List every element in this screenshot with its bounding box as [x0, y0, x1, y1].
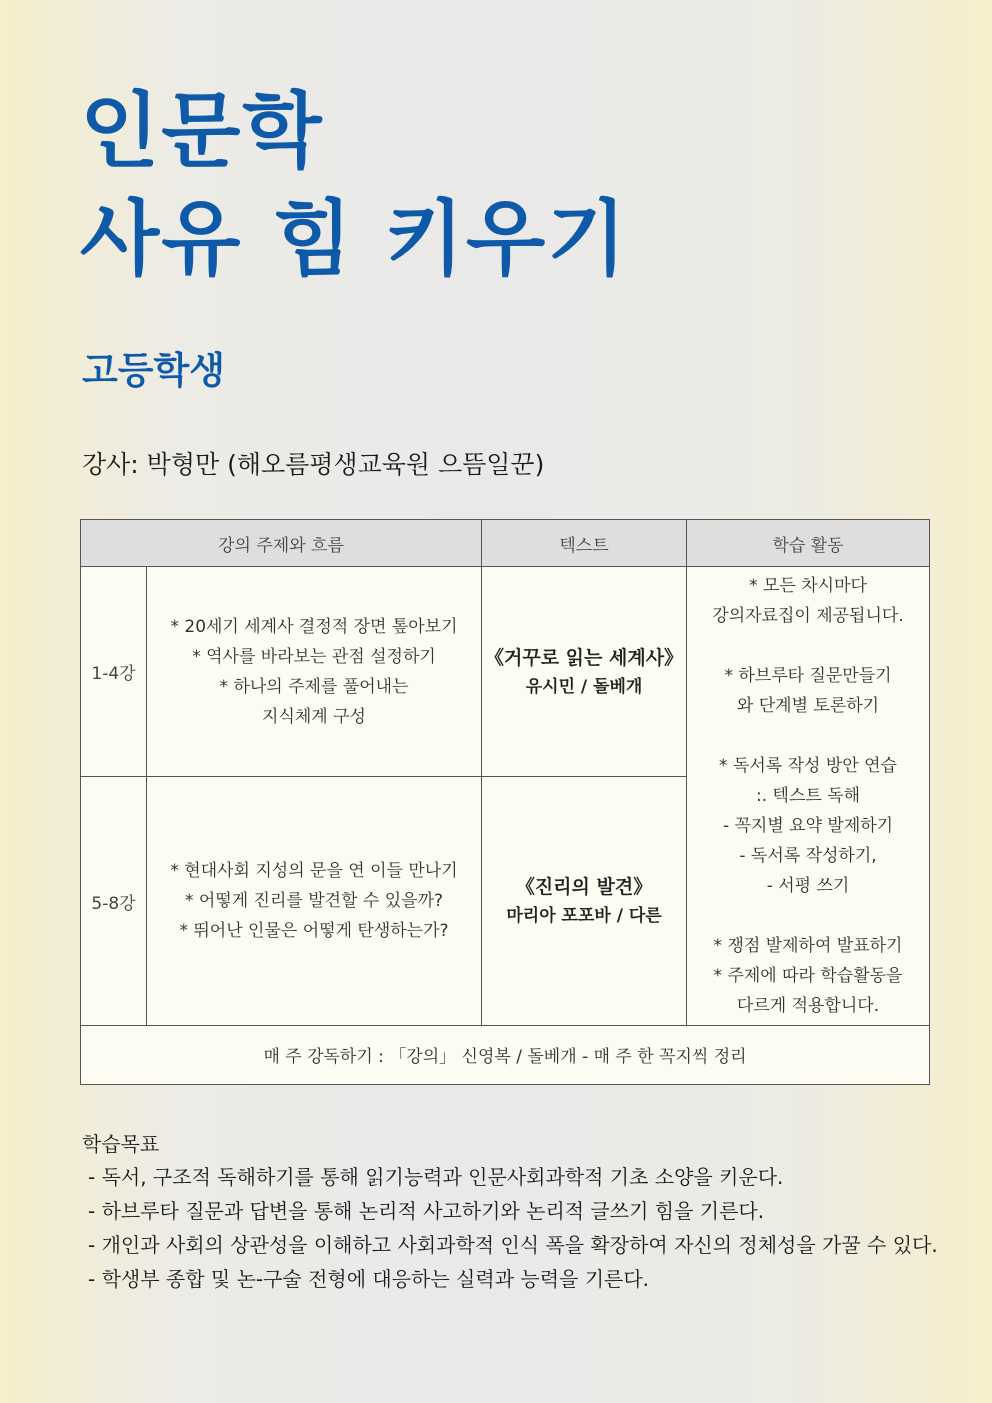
book-author: 유시민 / 돌베개: [525, 676, 643, 697]
topic-line: * 뛰어난 인물은 어떻게 탄생하는가?: [179, 921, 449, 942]
book-title: 《진리의 발견》: [515, 876, 653, 899]
activity-line: * 모든 차시마다: [749, 575, 867, 596]
title-line-2: 사유 힘 키우기: [80, 192, 629, 287]
curriculum-table: [80, 519, 930, 1085]
activity-spacer: [687, 721, 929, 751]
session-label: 5-8강: [81, 777, 147, 1025]
activity-spacer: [687, 901, 929, 931]
goal-item: - 독서, 구조적 독해하기를 통해 읽기능력과 인문사회과학적 기초 소양을 키운다.: [88, 1165, 784, 1189]
table-footer-row: [81, 1025, 930, 1084]
activity-line: * 주제에 따라 학습활동을: [713, 965, 903, 986]
table-header-row: [81, 520, 930, 567]
goal-item: - 하브루타 질문과 답변을 통해 논리적 사고하기와 논리적 글쓰기 힘을 기른다.: [88, 1199, 765, 1223]
topic-line: * 20세기 세계사 결정적 장면 톺아보기: [170, 616, 458, 637]
activity-line: - 꼭지별 요약 발제하기: [722, 815, 894, 836]
topic-line: 지식체계 구성: [262, 706, 366, 727]
learning-goals: [82, 1128, 938, 1296]
book-title: 《거꾸로 읽는 세계사》: [484, 646, 684, 669]
book-cell: [482, 777, 687, 1025]
activity-line: * 쟁점 발제하여 발표하기: [713, 935, 903, 956]
weekly-reading-note: 매 주 강독하기 : 「강의」 신영복 / 돌베개 - 매 주 한 꼭지씩 정리: [81, 1025, 930, 1084]
goals-heading: 학습목표: [82, 1132, 160, 1156]
book-cell: [482, 567, 687, 777]
header-topic: 강의 주제와 흐름: [81, 520, 482, 567]
instructor-info: 강사: 박형만 (해오름평생교육원 으뜸일꾼): [82, 450, 545, 479]
topic-line: * 역사를 바라보는 관점 설정하기: [192, 646, 436, 667]
topic-line: * 현대사회 지성의 문을 연 이들 만나기: [170, 861, 458, 882]
table-row: [81, 567, 930, 777]
title-line-1: 인문학: [80, 84, 324, 179]
book-author: 마리아 포포바 / 다른: [506, 906, 662, 927]
activity-spacer: [687, 631, 929, 661]
activity-line: :. 텍스트 독해: [755, 785, 861, 806]
activity-line: - 독서록 작성하기,: [739, 845, 877, 866]
goal-item: - 학생부 종합 및 논-구술 전형에 대응하는 실력과 능력을 기른다.: [88, 1267, 650, 1291]
goal-item: - 개인과 사회의 상관성을 이해하고 사회과학적 인식 폭을 확장하여 자신의 정체성을 가꿀 수 있다.: [88, 1233, 938, 1257]
activity-line: 와 단계별 토론하기: [736, 695, 880, 716]
topic-line: * 하나의 주제를 풀어내는: [219, 676, 409, 697]
header-text: 텍스트: [482, 520, 687, 567]
session-label: 1-4강: [81, 567, 147, 777]
activity-cell: [687, 567, 930, 1026]
topic-cell: [147, 567, 482, 777]
header-activity: 학습 활동: [687, 520, 930, 567]
activity-line: - 서평 쓰기: [766, 875, 850, 896]
topic-line: * 어떻게 진리를 발견할 수 있을까?: [184, 891, 444, 912]
activity-line: * 하브루타 질문만들기: [724, 665, 892, 686]
page-title: [80, 78, 628, 294]
activity-line: * 독서록 작성 방안 연습: [719, 755, 897, 776]
activity-line: 다르게 적용합니다.: [736, 995, 880, 1016]
topic-cell: [147, 777, 482, 1025]
target-audience: 고등학생: [82, 349, 225, 392]
activity-line: 강의자료집이 제공됩니다.: [712, 605, 904, 626]
